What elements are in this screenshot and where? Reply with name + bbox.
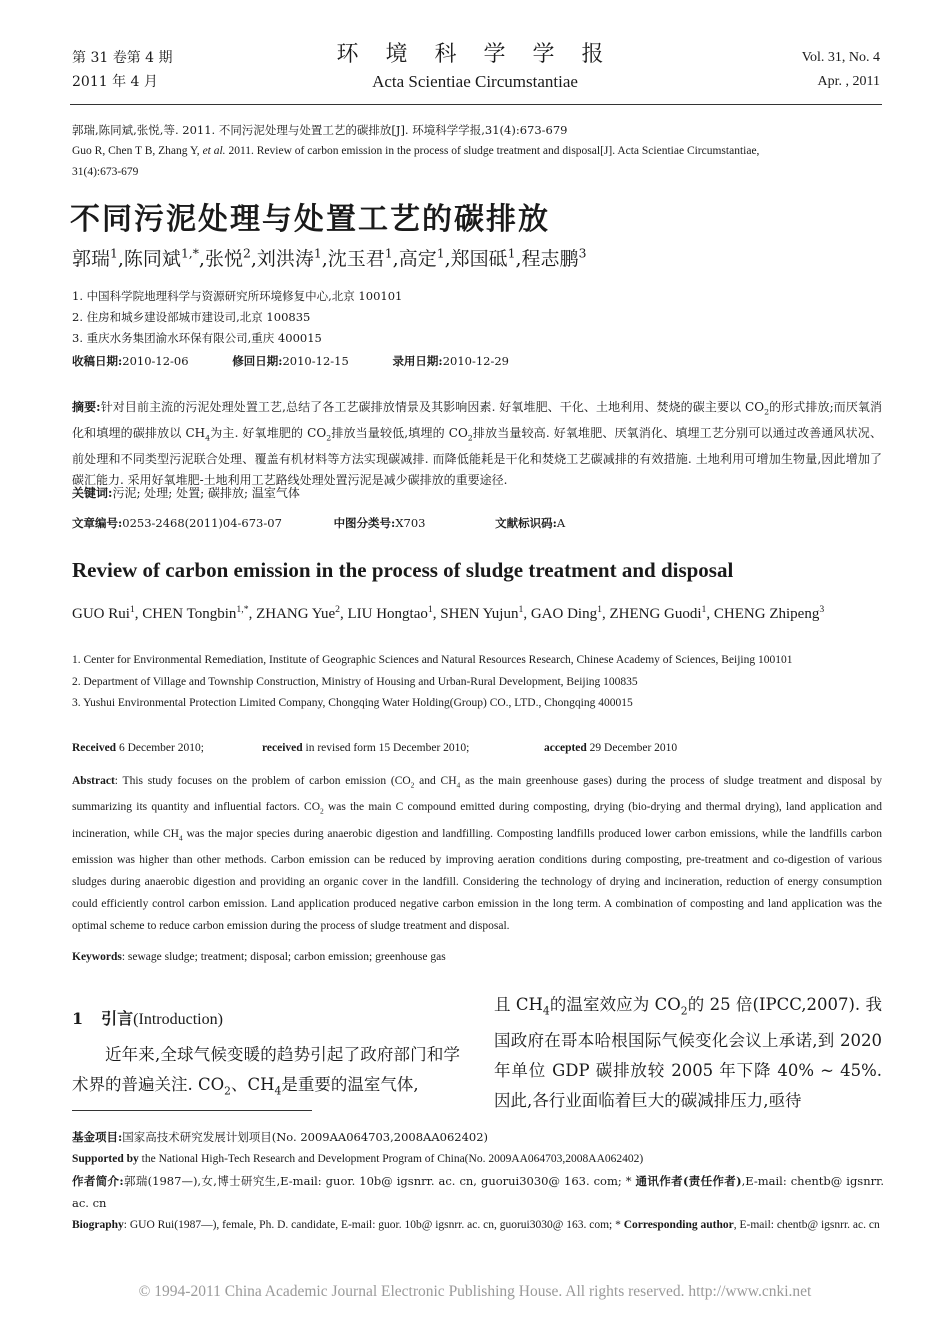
article-number — [72, 515, 282, 531]
author-name: GUO Rui — [72, 606, 130, 622]
journal-title-en: Acta Scientiae Circumstantiae — [372, 72, 578, 91]
footnote-bio-cn-label: 作者简介: — [72, 1174, 124, 1188]
affiliations-cn — [72, 286, 402, 349]
date-accepted-en-label: accepted — [544, 742, 587, 754]
author-affiliation-marker: 1 — [384, 246, 393, 261]
date-received-en-value: 6 December 2010; — [118, 742, 204, 754]
footnote-corr-en-label: Corresponding author — [623, 1219, 734, 1231]
abstract-en-sub: 4 — [178, 832, 183, 842]
keywords-cn — [72, 483, 882, 505]
author-affiliation-marker: 1 — [507, 246, 516, 261]
author-affiliation-marker: 1 — [110, 246, 118, 261]
author-list-cn: 郭瑞$^1$,陈同斌$^{1,*}$,张悦$^2$,刘洪涛$^1$,沈玉君$^1$,高定$^1$,郑国砥$^1$,程志鹏$^3$ — [72, 246, 587, 270]
header-rule — [70, 104, 882, 105]
affiliation-cn-3: 3. 重庆水务集团渝水环保有限公司,重庆 400015 — [72, 331, 322, 345]
keywords-en-label: Keywords — [72, 951, 122, 963]
footnote-bio-en-label: Biography — [72, 1219, 124, 1231]
intro-sub: 2 — [224, 1084, 231, 1098]
author-affiliation-marker: 1,* — [236, 604, 249, 615]
footnote-corr-en-text: , E-mail: chentb@ igsnrr. ac. cn — [733, 1219, 880, 1231]
intro-left-text-1: 近年来,全球气候变暖的趋势引起了政府部门和学术界的普遍关注. CO — [72, 1045, 460, 1094]
article-number-value: 0253-2468(2011)04-673-07 — [122, 516, 282, 530]
footnote-fund-cn-text: 国家高技术研究发展计划项目(No. 2009AA064703,2008AA062402) — [122, 1130, 489, 1144]
author-name: 张悦 — [204, 248, 243, 270]
article-number-label: 文章编号: — [72, 516, 123, 530]
intro-right-text-3: 的 25 倍(IPCC,2007). 我国政府在哥本哈根国际气候变化会议上承诺,到 2020 年单位 GDP 碳排放较 2005 年下降 40% ~ 45%. 因此,各行业面临着巨大的碳减排压力,亟待 — [494, 995, 882, 1111]
date-accepted-en-value: 29 December 2010 — [589, 742, 678, 754]
abstract-cn-text-3: 为主. 好氧堆肥的 CO — [210, 425, 327, 440]
dates-cn — [72, 353, 549, 369]
abstract-en-sub: 4 — [456, 780, 461, 790]
date-accepted-cn-label: 录用日期: — [392, 354, 443, 368]
section-number: 1 — [72, 1009, 84, 1028]
author-name: 程志鹏 — [521, 248, 579, 270]
date-received-cn-value: 2010-12-06 — [122, 354, 189, 368]
clc-number-value: X703 — [395, 516, 426, 530]
affiliation-en-2: 2. Department of Village and Township Construction, Ministry of Housing and Urban-Rural Development, Beijing 100835 — [72, 675, 638, 688]
citation-en-pages: 31(4):673-679 — [72, 166, 139, 178]
author-name: CHENG Zhipeng — [713, 606, 820, 622]
date-revised-en — [262, 738, 544, 760]
author-affiliation-marker: 1 — [436, 246, 445, 261]
date-revised-cn-value: 2010-12-15 — [282, 354, 349, 368]
author-name: 刘洪涛 — [256, 248, 314, 270]
abstract-cn-text-2: 的形式排放;而厌氧消化和填埋的碳排放以 CH — [72, 400, 882, 440]
clc-number-label: 中图分类号: — [333, 516, 396, 530]
affiliations-en — [72, 650, 884, 715]
author-affiliation-marker: 1,* — [180, 246, 199, 261]
author-name: 郭瑞 — [72, 248, 111, 270]
date-revised-en-value: in revised form 15 December 2010; — [305, 742, 470, 754]
intro-left-text-2: 、CH — [230, 1075, 275, 1094]
author-affiliation-marker: 2 — [335, 604, 340, 615]
abstract-cn-text-5: 排放当量较高. 好氧堆肥、厌氧消化、填埋工艺分别可以通过改善通风状况、前处理和不同类型污泥联合处理、覆盖有机材料等方法实现碳减排. 而降低能耗是干化和焚烧工艺碳减排的有效措施. 土地利用可增加生物量,因此增加了碳汇能力. 采用好氧堆肥-土地利用工艺路线处理处置污泥是减少碳排放的重要途径. — [72, 425, 882, 488]
footnote-bio-en-text: : GUO Rui(1987—), female, Ph. D. candidate, E-mail: guor. 10b@ igsnrr. ac. cn, guorui3030@ 163. com; — [123, 1219, 613, 1231]
date-revised-cn — [232, 353, 349, 369]
date-accepted-cn — [392, 353, 509, 369]
citation-en — [72, 141, 884, 162]
keywords-cn-label: 关键词: — [72, 486, 113, 500]
footnote-fund-cn — [72, 1126, 884, 1148]
abstract-en-text-4: was the main C compound emitted during composting, drying (bio-drying and thermal drying), land application and incineration, while CH — [72, 801, 882, 840]
abstract-cn-sub: 2 — [326, 433, 332, 443]
abstract-cn — [72, 397, 882, 492]
author-name: GAO Ding — [530, 606, 598, 622]
author-name: LIU Hongtao — [347, 606, 428, 622]
footnote-fund-en-label: Supported by — [72, 1153, 139, 1165]
author-affiliation-marker: 1 — [518, 604, 524, 615]
header-volume-en: Vol. 31, No. 4 — [801, 50, 880, 65]
paper-title-cn: 不同污泥处理与处置工艺的碳排放 — [70, 202, 550, 237]
paper-title-en: Review of carbon emission in the process of sludge treatment and disposal — [72, 558, 734, 582]
section-heading-introduction — [72, 1006, 223, 1029]
intro-sub: 4 — [274, 1084, 282, 1098]
copyright-notice: © 1994-2011 China Academic Journal Electronic Publishing House. All rights reserved. http://www.cnki.net — [138, 1283, 812, 1300]
footnote-corr-cn-text: ,E-mail: chentb@ igsnrr. ac. cn — [72, 1174, 885, 1210]
header-volume-cn: 第 31 卷第 4 期 — [72, 50, 173, 66]
abstract-en-sub: 2 — [320, 806, 324, 816]
author-list-en: GUO Rui$^1$, CHEN Tongbin$^{1,*}$, ZHANG Yue$^2$, LIU Hongtao$^1$, SHEN Yujun$^1$, GAO Ding$^1$, ZHENG Guodi$^1$, CHENG Zhipeng$^3$ — [72, 604, 825, 622]
affiliation-cn-2: 2. 住房和城乡建设部城市建设司,北京 100835 — [72, 310, 311, 324]
abstract-en-text-3: as the main greenhouse gases) during the process of sludge treatment and disposal by summarizing its quantity and influential factors. CO — [72, 775, 883, 814]
abstract-en-text-5: was the major species during anaerobic digestion and landfilling. Composting landfills produced lower carbon emissions, while the landfills carbon emission was higher than other methods. Carbon emission can be reduced by improving aeration conditions during composting, pre-treatment and co-digestion of various sludges during anaerobic digestion and providing an organic cover in the landfill. Considering the technology of drying and incineration, reduction of energy consumption could efficiently control carbon emission. Land application produced negative carbon emission in the long term. A combination of composting and land application was the optimal scheme to reduce carbon emission during the process of sludge treatment and disposal. — [72, 827, 883, 932]
keywords-en — [72, 946, 882, 968]
header-volume-en-block — [802, 46, 880, 94]
date-accepted-en — [544, 742, 677, 754]
document-code — [495, 515, 565, 531]
intro-right-column — [494, 990, 882, 1116]
author-affiliation-marker: 1 — [701, 604, 707, 615]
affiliation-en-3: 3. Yushui Environmental Protection Limited Company, Chongqing Water Holding(Group) CO., LTD., Chongqing 400015 — [72, 697, 633, 709]
intro-right-text-2: 的温室效应为 CO — [549, 995, 681, 1014]
author-affiliation-marker: 1 — [597, 604, 602, 615]
date-received-en-label: Received — [72, 742, 117, 754]
date-received-cn — [72, 353, 189, 369]
footnote-rule — [72, 1110, 312, 1111]
header-date-en: Apr. , 2011 — [817, 74, 880, 89]
document-code-value: A — [556, 516, 566, 530]
intro-right-text-1: 且 CH — [494, 995, 543, 1014]
abstract-en-sub: 2 — [410, 780, 415, 790]
document-code-label: 文献标识码: — [495, 516, 557, 530]
abstract-en — [72, 770, 882, 937]
intro-left-column — [72, 1040, 460, 1106]
abstract-cn-sub: 2 — [764, 407, 770, 417]
author-affiliation-marker: 1 — [313, 246, 322, 261]
footnote-bio-en-star: * — [615, 1219, 621, 1231]
section-title-cn: 引言 — [101, 1009, 134, 1028]
dates-en — [72, 738, 884, 760]
author-name: ZHENG Guodi — [609, 606, 702, 622]
citation-en-etal: et al. — [202, 145, 226, 157]
footnote-corr-cn-label: 通讯作者(责任作者) — [635, 1174, 742, 1188]
footnote-fund-cn-label: 基金项目: — [72, 1130, 123, 1144]
abstract-cn-text-4: 排放当量较低,填埋的 CO — [331, 425, 468, 440]
clc-number — [334, 515, 426, 531]
footnote-fund-en-text: the National High-Tech Research and Development Program of China(No. 2009AA064703,2008AA062402) — [141, 1153, 644, 1165]
journal-title-cn: 环 境 科 学 学 报 — [336, 42, 614, 67]
abstract-cn-text-1: 针对目前主流的污泥处理处置工艺,总结了各工艺碳排放情景及其影响因素. 好氧堆肥、干化、土地利用、焚烧的碳主要以 CO — [100, 400, 765, 414]
author-affiliation-marker: 3 — [578, 246, 587, 261]
date-received-en — [72, 738, 262, 760]
footnote-fund-en — [72, 1148, 884, 1170]
footnote-bio-cn — [72, 1170, 884, 1214]
citation-block — [72, 120, 884, 183]
section-title-en: (Introduction) — [133, 1011, 223, 1028]
author-name: 郑国砥 — [450, 248, 508, 270]
author-affiliation-marker: 1 — [427, 604, 433, 615]
date-revised-en-label: received — [262, 742, 303, 754]
intro-left-text-3: 是重要的温室气体, — [281, 1075, 419, 1094]
author-name: 高定 — [398, 248, 437, 270]
author-name: CHEN Tongbin — [142, 606, 237, 622]
abstract-en-label: Abstract — [72, 775, 115, 787]
abstract-en-text-2: and CH — [419, 775, 457, 787]
affiliation-en-1: 1. Center for Environmental Remediation, Institute of Geographic Sciences and Natural Resources Research, Chinese Academy of Sciences, Beijing 100101 — [72, 654, 793, 666]
intro-sub: 4 — [542, 1004, 550, 1018]
author-name: SHEN Yujun — [440, 606, 519, 622]
date-accepted-cn-value: 2010-12-29 — [442, 354, 509, 368]
author-name: 沈玉君 — [327, 248, 385, 270]
abstract-cn-label: 摘要: — [72, 400, 101, 414]
citation-en-rest: 2011. Review of carbon emission in the process of sludge treatment and disposal[J]. Acta Scientiae Circumstantiae, — [228, 145, 760, 157]
article-meta-cn — [72, 515, 605, 531]
abstract-cn-sub: 4 — [205, 433, 211, 443]
keywords-en-text: : sewage sludge; treatment; disposal; carbon emission; greenhouse gas — [121, 951, 446, 963]
header-date-cn: 2011 年 4 月 — [72, 74, 158, 90]
keywords-cn-text: 污泥; 处理; 处置; 碳排放; 温室气体 — [112, 486, 300, 500]
citation-en-authors: Guo R, Chen T B, Zhang Y, — [72, 145, 200, 157]
footnote-bio-en — [72, 1214, 884, 1236]
date-received-cn-label: 收稿日期: — [72, 354, 123, 368]
author-name: 陈同斌 — [123, 248, 181, 270]
abstract-en-text-1: : This study focuses on the problem of carbon emission (CO — [114, 775, 411, 787]
citation-cn: 郭瑞,陈同斌,张悦,等. 2011. 不同污泥处理与处置工艺的碳排放[J]. 环境科学学报,31(4):673-679 — [72, 123, 568, 137]
footnote-bio-cn-star: * — [625, 1174, 632, 1188]
author-affiliation-marker: 2 — [242, 246, 251, 261]
abstract-cn-sub: 2 — [467, 433, 473, 443]
affiliation-cn-1: 1. 中国科学院地理科学与资源研究所环境修复中心,北京 100101 — [72, 289, 403, 303]
author-name: ZHANG Yue — [256, 606, 336, 622]
footnote-bio-cn-text: 郭瑞(1987—),女,博士研究生,E-mail: guor. 10b@ igsnrr. ac. cn, guorui3030@ 163. com; — [123, 1174, 622, 1188]
author-affiliation-marker: 3 — [819, 604, 825, 615]
date-revised-cn-label: 修回日期: — [232, 354, 283, 368]
author-affiliation-marker: 1 — [129, 604, 135, 615]
intro-sub: 2 — [680, 1004, 688, 1018]
